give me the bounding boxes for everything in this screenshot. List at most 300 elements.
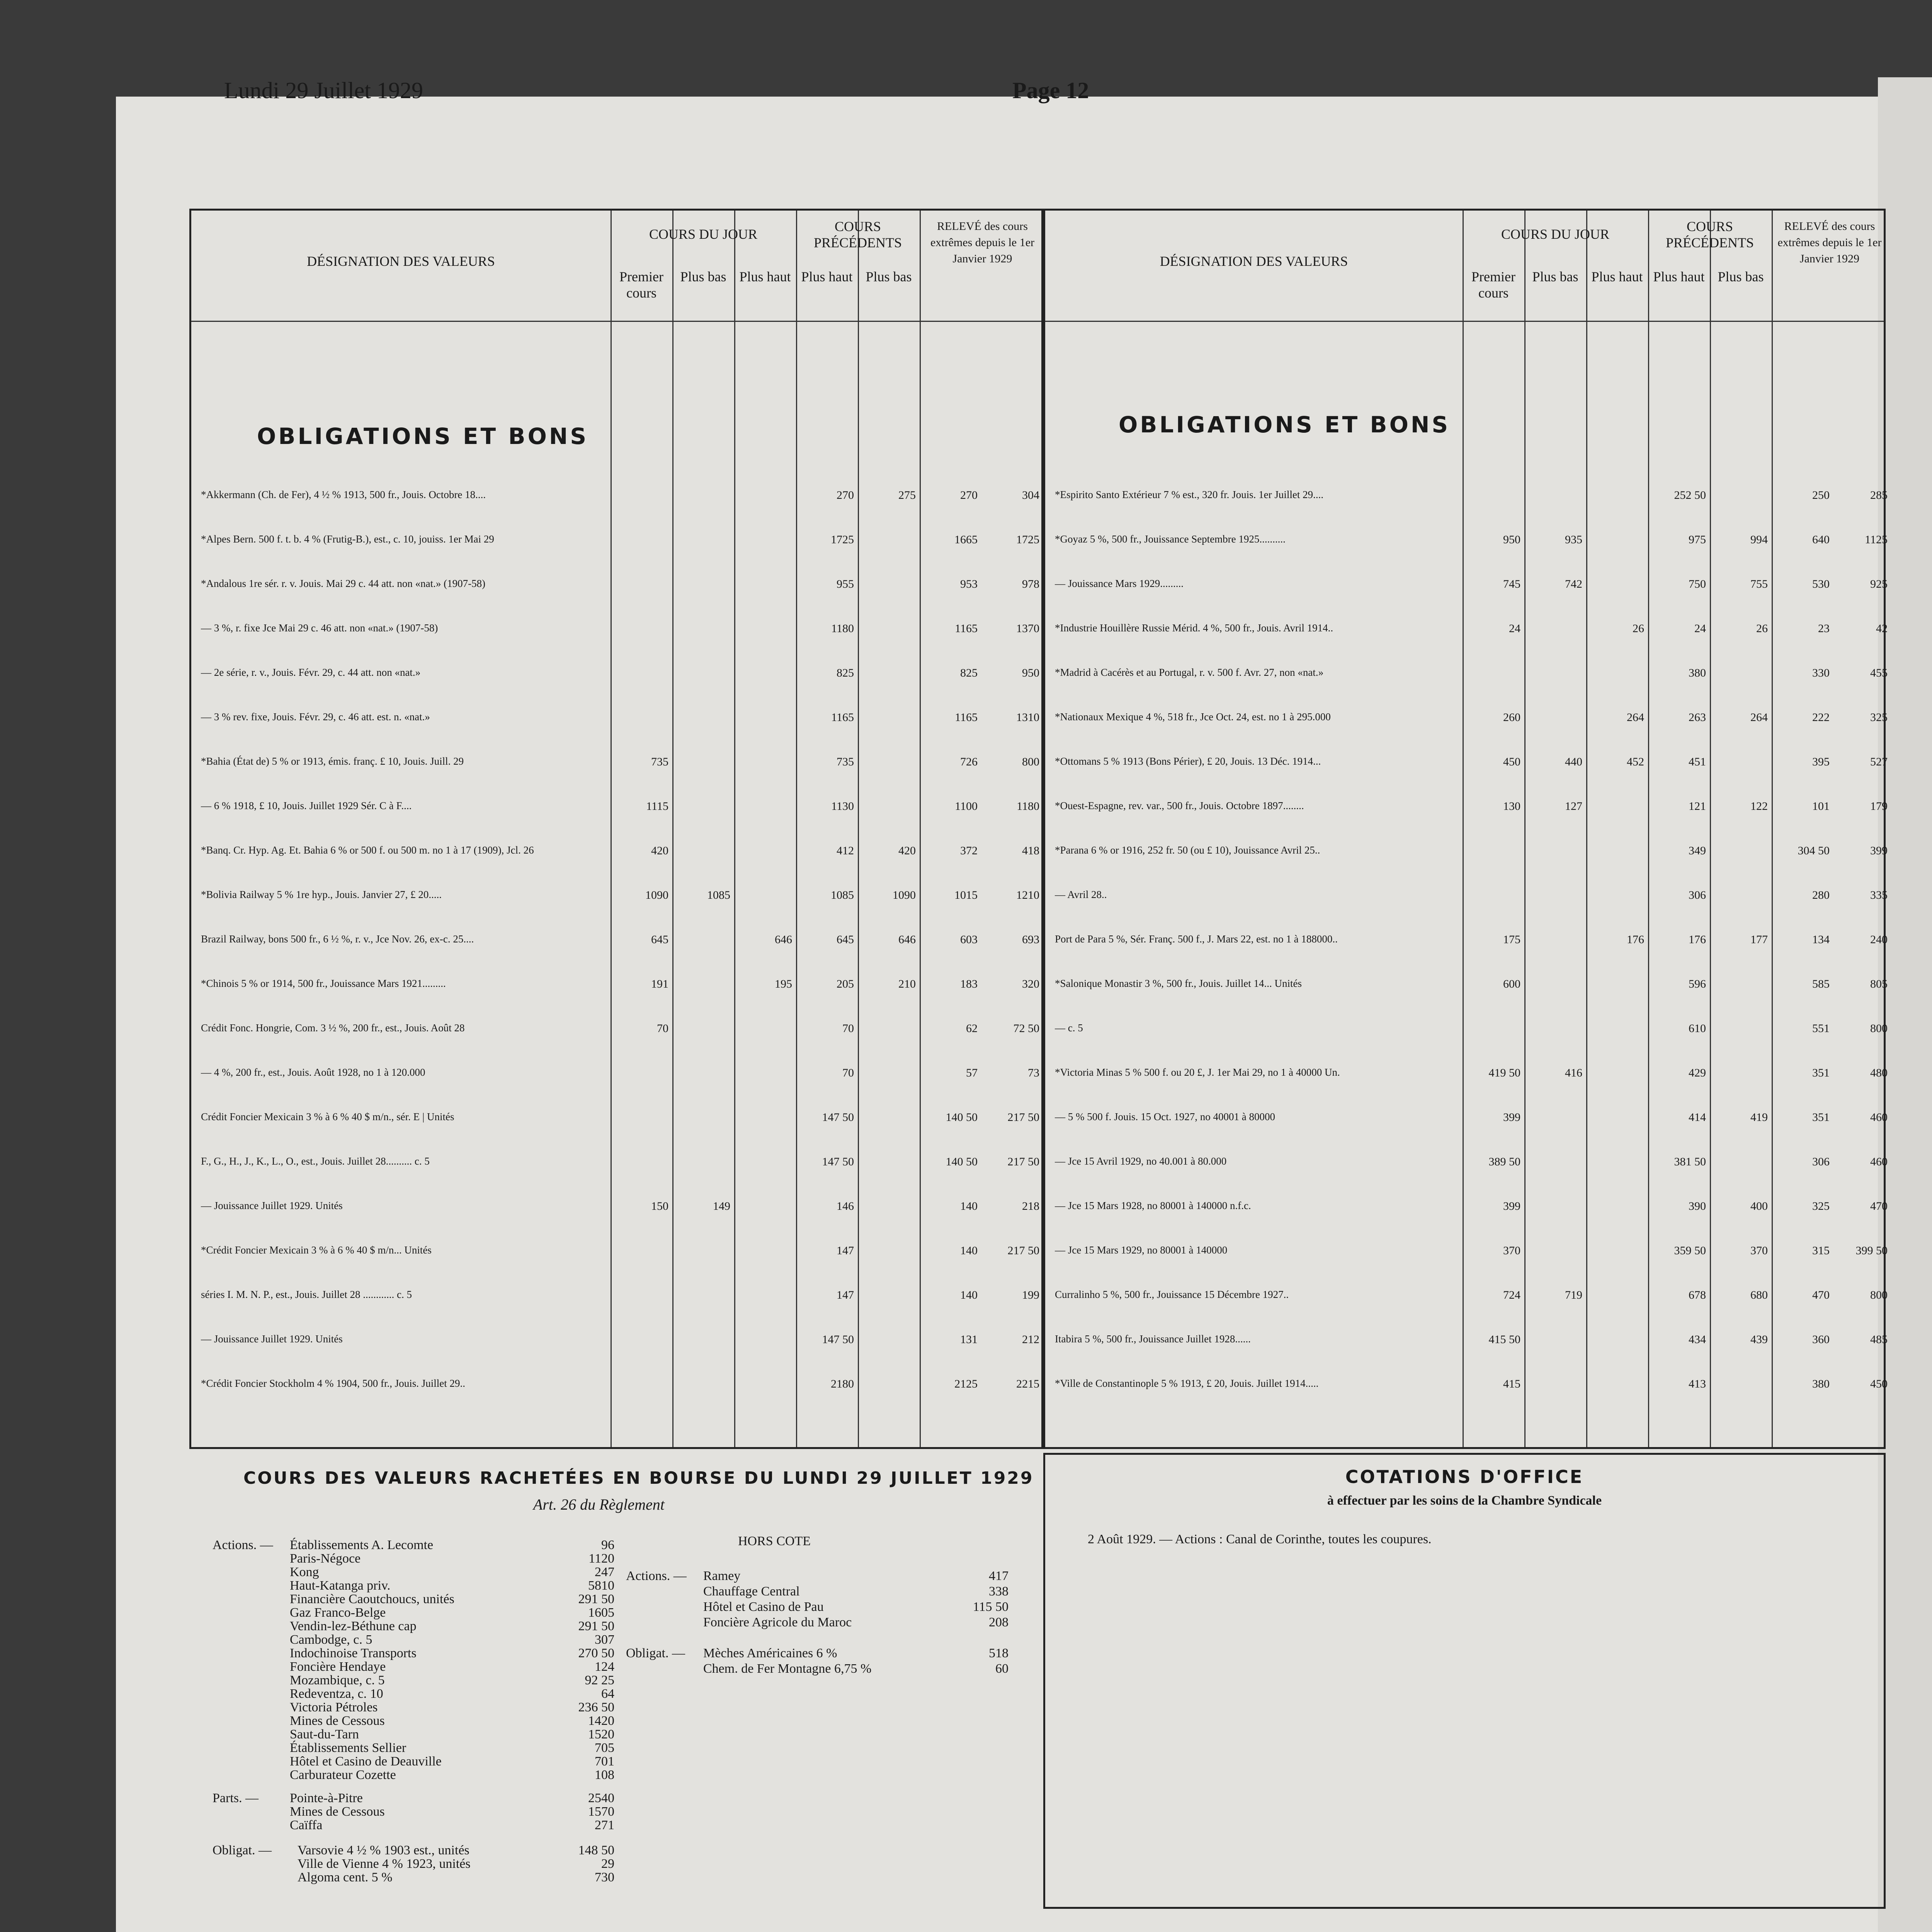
bond-value: 140 50 — [946, 1155, 978, 1168]
rachetee-value: 108 — [595, 1768, 614, 1782]
rachetee-name: Kong — [290, 1565, 319, 1579]
bond-name: séries I. M. N. P., est., Jouis. Juillet 28 ............ c. 5 — [201, 1289, 412, 1300]
bond-name: *Andalous 1re sér. r. v. Jouis. Mai 29 c. 44 att. non «nat.» (1907-58) — [201, 578, 486, 589]
rachetee-value: 1570 — [588, 1804, 614, 1819]
prec-bas-header: Plus bas — [866, 269, 912, 284]
bond-value: 191 — [651, 978, 668, 990]
bond-value: 179 — [1870, 800, 1888, 813]
bond-value: 745 — [1503, 578, 1520, 590]
bond-value: 460 — [1870, 1155, 1888, 1168]
bond-value: 413 — [1689, 1378, 1706, 1390]
cotations-section — [1043, 1453, 1886, 1909]
bond-name: — Jouissance Mars 1929......... — [1055, 578, 1184, 589]
bond-value: 175 — [1503, 933, 1520, 946]
bond-value: 240 — [1870, 933, 1888, 946]
releve-header-right: RELEVÉ des cours extrêmes depuis le 1er Janvier 1929 — [1777, 220, 1882, 265]
parts-label: Parts. — — [213, 1791, 259, 1805]
rachetee-value: 96 — [601, 1538, 614, 1552]
bond-value: 270 — [837, 489, 854, 502]
bond-value: 134 — [1812, 933, 1830, 946]
bond-value: 330 — [1812, 667, 1830, 679]
rachetee-name: Vendin-lez-Béthune cap — [290, 1619, 417, 1633]
bond-value: 680 — [1750, 1289, 1768, 1301]
bond-value: 1115 — [646, 800, 668, 813]
bond-value: 1085 — [707, 889, 730, 901]
bond-name: — 3 % rev. fixe, Jouis. Févr. 29, c. 46 att. est. n. «nat.» — [201, 711, 430, 723]
bond-value: 320 — [1022, 978, 1039, 990]
bond-value: 452 — [1627, 755, 1644, 768]
bond-name: *Banq. Cr. Hyp. Ag. Et. Bahia 6 % or 500 f. ou 500 m. no 1 à 17 (1909), Jcl. 26 — [201, 844, 534, 856]
rachetee-value: 1605 — [588, 1605, 614, 1620]
bond-value: 264 — [1750, 711, 1768, 724]
oblig-label: Obligat. — — [213, 1843, 272, 1857]
hc-value: 338 — [989, 1584, 1009, 1599]
bond-value: 73 — [1028, 1066, 1039, 1079]
bond-value: 147 50 — [822, 1111, 854, 1124]
rachetee-value: 148 50 — [578, 1843, 614, 1857]
bond-value: 1085 — [831, 889, 854, 901]
hc-name: Mèches Américaines 6 % — [703, 1646, 837, 1660]
bond-name: *Nationaux Mexique 4 %, 518 fr., Jce Oct. 24, est. no 1 à 295.000 — [1055, 711, 1331, 723]
rachetee-value: 64 — [601, 1687, 614, 1701]
hc-name: Ramey — [703, 1569, 741, 1583]
bond-value: 440 — [1565, 755, 1582, 768]
page-date: Lundi 29 Juillet 1929 — [224, 78, 423, 103]
rachetee-value: 5810 — [588, 1578, 614, 1593]
bond-value: 935 — [1565, 533, 1582, 546]
rachetee-name: Carburateur Cozette — [290, 1768, 396, 1782]
bond-name: Port de Para 5 %, Sér. Franç. 500 f., J. Mars 22, est. no 1 à 188000.. — [1055, 933, 1338, 945]
rachetee-name: Victoria Pétroles — [290, 1700, 378, 1714]
bond-name: *Alpes Bern. 500 f. t. b. 4 % (Frutig-B.), est., c. 10, jouiss. 1er Mai 29 — [201, 533, 494, 545]
hc-value: 115 50 — [973, 1600, 1009, 1614]
bond-name: — 5 % 500 f. Jouis. 15 Oct. 1927, no 40001 à 80000 — [1055, 1111, 1275, 1122]
hc-name: Hôtel et Casino de Pau — [703, 1600, 824, 1614]
bond-value: 306 — [1812, 1155, 1830, 1168]
hc-name: Foncière Agricole du Maroc — [703, 1615, 852, 1629]
cours-jour-header: COURS DU JOUR — [649, 226, 758, 242]
rachetee-value: 1520 — [588, 1727, 614, 1742]
bond-value: 610 — [1689, 1022, 1706, 1035]
bond-value: 285 — [1870, 489, 1888, 502]
rachetee-name: Saut-du-Tarn — [290, 1727, 359, 1742]
bond-value: 70 — [842, 1022, 854, 1035]
bond-name: *Bolivia Railway 5 % 1re hyp., Jouis. Janvier 27, £ 20..... — [201, 889, 442, 900]
bond-value: 1725 — [831, 533, 854, 546]
hc-value: 60 — [995, 1662, 1009, 1676]
bond-value: 416 — [1565, 1066, 1582, 1079]
bond-name: *Bahia (État de) 5 % or 1913, émis. franç. £ 10, Jouis. Juill. 29 — [201, 755, 464, 767]
plus-haut-header-right: Plus haut — [1591, 269, 1643, 284]
bond-value: 260 — [1503, 711, 1520, 724]
bond-name: *Industrie Houillère Russie Mérid. 4 %, 500 fr., Jouis. Avril 1914.. — [1055, 622, 1333, 634]
prec-bas-header-right: Plus bas — [1718, 269, 1764, 284]
bond-value: 1090 — [893, 889, 916, 901]
bond-value: 1100 — [955, 800, 978, 813]
bond-value: 250 — [1812, 489, 1830, 502]
bond-value: 460 — [1870, 1111, 1888, 1124]
bond-value: 62 — [966, 1022, 978, 1035]
bond-value: 415 50 — [1488, 1333, 1520, 1346]
rachetee-value: 124 — [595, 1660, 614, 1674]
rachetee-name: Mines de Cessous — [290, 1714, 385, 1728]
bond-value: 325 — [1812, 1200, 1830, 1213]
bond-value: 280 — [1812, 889, 1830, 901]
rachetee-value: 291 50 — [578, 1592, 614, 1606]
bond-value: 205 — [837, 978, 854, 990]
premier-header-right: Premier cours — [1471, 269, 1515, 301]
bond-value: 420 — [898, 844, 916, 857]
bond-value: 325 — [1870, 711, 1888, 724]
bond-name: — Jce 15 Mars 1929, no 80001 à 140000 — [1055, 1244, 1228, 1256]
bond-value: 418 — [1022, 844, 1039, 857]
bond-value: 57 — [966, 1066, 978, 1079]
bond-name: — 6 % 1918, £ 10, Jouis. Juillet 1929 Sér. C à F.... — [201, 800, 412, 811]
bond-value: 380 — [1689, 667, 1706, 679]
bond-value: 23 — [1818, 622, 1830, 635]
right-bonds-table — [1043, 209, 1886, 1449]
rachetee-name: Cambodge, c. 5 — [290, 1633, 372, 1647]
bond-name: — 2e série, r. v., Jouis. Févr. 29, c. 44 att. non «nat.» — [201, 667, 421, 678]
bond-value: 693 — [1022, 933, 1039, 946]
bond-value: 101 — [1812, 800, 1830, 813]
bond-value: 742 — [1565, 578, 1582, 590]
bond-value: 335 — [1870, 889, 1888, 901]
bond-value: 217 50 — [1007, 1244, 1039, 1257]
hc-value: 417 — [989, 1569, 1009, 1583]
bond-value: 390 — [1689, 1200, 1706, 1213]
bond-value: 199 — [1022, 1289, 1039, 1301]
bond-value: 415 — [1503, 1378, 1520, 1390]
bond-value: 726 — [960, 755, 978, 768]
bond-value: 315 — [1812, 1244, 1830, 1257]
bond-value: 724 — [1503, 1289, 1520, 1301]
bond-value: 646 — [898, 933, 916, 946]
rachetees-subtitle: Art. 26 du Règlement — [533, 1496, 665, 1513]
rachetee-value: 307 — [595, 1633, 614, 1647]
rachetee-value: 2540 — [588, 1791, 614, 1805]
bond-name: *Espirito Santo Extérieur 7 % est., 320 fr. Jouis. 1er Juillet 29.... — [1055, 489, 1324, 500]
bond-name: Crédit Fonc. Hongrie, Com. 3 ½ %, 200 fr., est., Jouis. Août 28 — [201, 1022, 465, 1034]
rachetees-section — [205, 1457, 1043, 1909]
bond-value: 825 — [837, 667, 854, 679]
bond-value: 450 — [1870, 1378, 1888, 1390]
bond-value: 176 — [1627, 933, 1644, 946]
bond-value: 349 — [1689, 844, 1706, 857]
bond-value: 304 — [1022, 489, 1039, 502]
rachetee-name: Ville de Vienne 4 % 1923, unités — [298, 1857, 471, 1871]
bond-name: Crédit Foncier Mexicain 3 % à 6 % 40 $ m/n., sér. E | Unités — [201, 1111, 454, 1122]
bond-name: Brazil Railway, bons 500 fr., 6 ½ %, r. v., Jce Nov. 26, ex-c. 25.... — [201, 933, 474, 945]
bond-value: 800 — [1870, 1022, 1888, 1035]
bond-name: — Jouissance Juillet 1929. Unités — [201, 1333, 343, 1345]
page-edge — [1878, 77, 1932, 1932]
bond-value: 551 — [1812, 1022, 1830, 1035]
bond-value: 370 — [1750, 1244, 1768, 1257]
bond-value: 399 — [1870, 844, 1888, 857]
rachetee-name: Établissements Sellier — [290, 1741, 406, 1755]
rachetee-name: Mozambique, c. 5 — [290, 1673, 385, 1687]
bond-value: 147 50 — [822, 1333, 854, 1346]
bond-value: 1015 — [954, 889, 978, 901]
bond-value: 176 — [1689, 933, 1706, 946]
hc-value: 208 — [989, 1615, 1009, 1629]
bond-value: 646 — [775, 933, 792, 946]
prec-haut-header: Plus haut — [801, 269, 853, 284]
bond-value: 149 — [713, 1200, 730, 1213]
bond-name: *Goyaz 5 %, 500 fr., Jouissance Septembre 1925.......... — [1055, 533, 1286, 545]
rachetee-name: Algoma cent. 5 % — [298, 1870, 393, 1884]
bond-value: 210 — [898, 978, 916, 990]
bond-value: 596 — [1689, 978, 1706, 990]
bond-name: — Avril 28.. — [1055, 889, 1107, 900]
bond-value: 400 — [1750, 1200, 1768, 1213]
bond-value: 750 — [1689, 578, 1706, 590]
bond-value: 1725 — [1016, 533, 1039, 546]
bond-name: — 3 %, r. fixe Jce Mai 29 c. 46 att. non «nat.» (1907-58) — [201, 622, 438, 634]
changes-section — [205, 1917, 1043, 1932]
bond-value: 177 — [1750, 933, 1768, 946]
bond-value: 419 — [1750, 1111, 1768, 1124]
bond-value: 70 — [842, 1066, 854, 1079]
bond-value: 399 — [1503, 1111, 1520, 1124]
bond-value: 950 — [1022, 667, 1039, 679]
rachetee-name: Indochinoise Transports — [290, 1646, 417, 1660]
hc-oblig-label: Obligat. — — [626, 1646, 685, 1660]
bond-value: 304 50 — [1798, 844, 1830, 857]
rachetee-name: Hôtel et Casino de Deauville — [290, 1754, 442, 1769]
hc-value: 518 — [989, 1646, 1009, 1660]
bond-name: — 4 %, 200 fr., est., Jouis. Août 1928, no 1 à 120.000 — [201, 1066, 425, 1078]
bond-value: 140 50 — [946, 1111, 978, 1124]
bond-value: 122 — [1750, 800, 1768, 813]
bond-value: 1210 — [1016, 889, 1039, 901]
rachetees-title: COURS DES VALEURS RACHETÉES EN BOURSE DU LUNDI 29 JUILLET 1929 — [243, 1468, 1034, 1488]
bond-value: 530 — [1812, 578, 1830, 590]
bond-value: 755 — [1750, 578, 1768, 590]
bond-value: 450 — [1503, 755, 1520, 768]
bond-value: 480 — [1870, 1066, 1888, 1079]
bond-value: 389 50 — [1488, 1155, 1520, 1168]
bond-value: 360 — [1812, 1333, 1830, 1346]
bond-value: 925 — [1870, 578, 1888, 590]
bond-value: 645 — [837, 933, 854, 946]
bond-value: 222 — [1812, 711, 1830, 724]
bond-value: 183 — [960, 978, 978, 990]
bond-value: 275 — [898, 489, 916, 502]
rachetee-value: 701 — [595, 1754, 614, 1769]
rachetee-value: 92 25 — [585, 1673, 614, 1687]
bond-value: 140 — [960, 1289, 978, 1301]
hc-name: Chem. de Fer Montagne 6,75 % — [703, 1662, 872, 1676]
bond-value: 72 50 — [1013, 1022, 1039, 1035]
bond-name: *Ottomans 5 % 1913 (Bons Périer), £ 20, Jouis. 13 Déc. 1914... — [1055, 755, 1321, 767]
bond-name: *Victoria Minas 5 % 500 f. ou 20 £, J. 1er Mai 29, no 1 à 40000 Un. — [1055, 1066, 1340, 1078]
bond-name: *Ouest-Espagne, rev. var., 500 fr., Jouis. Octobre 1897........ — [1055, 800, 1304, 811]
bond-value: 150 — [651, 1200, 668, 1213]
bond-value: 412 — [837, 844, 854, 857]
bond-value: 218 — [1022, 1200, 1039, 1213]
rachetee-value: 270 50 — [578, 1646, 614, 1660]
rachetee-name: Foncière Hendaye — [290, 1660, 386, 1674]
bond-value: 470 — [1812, 1289, 1830, 1301]
bond-value: 800 — [1022, 755, 1039, 768]
rachetee-name: Pointe-à-Pitre — [290, 1791, 363, 1805]
bond-value: 434 — [1689, 1333, 1706, 1346]
rachetee-value: 271 — [595, 1818, 614, 1832]
cours-jour-header-right: COURS DU JOUR — [1501, 226, 1610, 242]
bond-value: 975 — [1689, 533, 1706, 546]
cotations-title: COTATIONS D'OFFICE — [1345, 1466, 1584, 1487]
bond-name: *Salonique Monastir 3 %, 500 fr., Jouis. Juillet 14... Unités — [1055, 978, 1302, 989]
bond-value: 719 — [1565, 1289, 1582, 1301]
bond-value: 121 — [1689, 800, 1706, 813]
bond-value: 485 — [1870, 1333, 1888, 1346]
bond-value: 1180 — [1017, 800, 1039, 813]
bond-value: 678 — [1689, 1289, 1706, 1301]
bond-value: 372 — [960, 844, 978, 857]
bond-value: 146 — [837, 1200, 854, 1213]
rachetee-name: Haut-Katanga priv. — [290, 1578, 391, 1593]
bond-value: 147 50 — [822, 1155, 854, 1168]
bond-value: 470 — [1870, 1200, 1888, 1213]
bond-value: 455 — [1870, 667, 1888, 679]
bond-value: 24 — [1694, 622, 1706, 635]
bond-value: 825 — [960, 667, 978, 679]
bond-value: 429 — [1689, 1066, 1706, 1079]
bond-value: 1180 — [831, 622, 854, 635]
plus-haut-header: Plus haut — [739, 269, 791, 284]
prec-haut-header-right: Plus haut — [1653, 269, 1705, 284]
bond-value: 2180 — [831, 1378, 854, 1390]
bond-value: 252 50 — [1674, 489, 1706, 502]
bond-name: *Parana 6 % or 1916, 252 fr. 50 (ou £ 10), Jouissance Avril 25.. — [1055, 844, 1320, 856]
bond-value: 735 — [651, 755, 668, 768]
rachetee-name: Redeventza, c. 10 — [290, 1687, 383, 1701]
rachetee-name: Paris-Négoce — [290, 1551, 361, 1566]
bond-value: 1665 — [954, 533, 978, 546]
bond-value: 420 — [651, 844, 668, 857]
bond-name: F., G., H., J., K., L., O., est., Jouis. Juillet 28.......... c. 5 — [201, 1155, 430, 1167]
rachetee-value: 705 — [595, 1741, 614, 1755]
bond-value: 1370 — [1016, 622, 1039, 635]
cotations-text: 2 Août 1929. — Actions : Canal de Corinthe, toutes les coupures. — [1088, 1532, 1432, 1546]
premier-header: Premier cours — [619, 269, 663, 301]
rachetee-value: 1420 — [588, 1714, 614, 1728]
bond-value: 1125 — [1865, 533, 1888, 546]
cours-prec-header-right: COURS PRÉCÉDENTS — [1665, 219, 1754, 250]
bond-value: 585 — [1812, 978, 1830, 990]
bond-value: 439 — [1750, 1333, 1768, 1346]
bond-value: 414 — [1689, 1111, 1706, 1124]
bond-value: 978 — [1022, 578, 1039, 590]
bond-value: 370 — [1503, 1244, 1520, 1257]
rachetee-value: 730 — [595, 1870, 614, 1884]
bond-value: 147 — [837, 1244, 854, 1257]
bond-value: 395 — [1812, 755, 1830, 768]
bond-value: 140 — [960, 1244, 978, 1257]
bond-value: 1310 — [1016, 711, 1039, 724]
bond-value: 399 — [1503, 1200, 1520, 1213]
bond-value: 1130 — [831, 800, 854, 813]
bond-value: 380 — [1812, 1378, 1830, 1390]
bond-value: 805 — [1870, 978, 1888, 990]
bond-value: 603 — [960, 933, 978, 946]
bond-value: 1165 — [955, 622, 978, 635]
cours-prec-header: COURS PRÉCÉDENTS — [813, 219, 902, 250]
bond-value: 306 — [1689, 889, 1706, 901]
bond-name: *Akkermann (Ch. de Fer), 4 ½ % 1913, 500 fr., Jouis. Octobre 18.... — [201, 489, 486, 500]
bond-name: — Jce 15 Avril 1929, no 40.001 à 80.000 — [1055, 1155, 1227, 1167]
bond-value: 2125 — [954, 1378, 978, 1390]
rachetee-value: 29 — [601, 1857, 614, 1871]
bond-value: 1165 — [831, 711, 854, 724]
bond-value: 994 — [1750, 533, 1768, 546]
releve-header: RELEVÉ des cours extrêmes depuis le 1er Janvier 1929 — [930, 220, 1035, 265]
bond-value: 130 — [1503, 800, 1520, 813]
bond-value: 359 50 — [1674, 1244, 1706, 1257]
rachetee-name: Financière Caoutchoucs, unités — [290, 1592, 454, 1606]
bond-name: — c. 5 — [1055, 1022, 1083, 1034]
bond-value: 212 — [1022, 1333, 1039, 1346]
bond-value: 70 — [657, 1022, 668, 1035]
bond-value: 381 50 — [1674, 1155, 1706, 1168]
bond-name: *Crédit Foncier Mexicain 3 % à 6 % 40 $ m/n... Unités — [201, 1244, 432, 1256]
rachetee-name: Établissements A. Lecomte — [290, 1538, 434, 1552]
hc-actions-label: Actions. — — [626, 1569, 687, 1583]
hors-cote-title: HORS COTE — [738, 1534, 811, 1548]
bond-value: 217 50 — [1007, 1155, 1039, 1168]
bond-value: 127 — [1565, 800, 1582, 813]
rachetee-value: 236 50 — [578, 1700, 614, 1714]
bond-value: 131 — [960, 1333, 978, 1346]
rachetee-value: 291 50 — [578, 1619, 614, 1633]
bond-name: *Chinois 5 % or 1914, 500 fr., Jouissance Mars 1921......... — [201, 978, 446, 989]
bond-value: 399 50 — [1855, 1244, 1888, 1257]
rachetee-name: Caïffa — [290, 1818, 323, 1832]
droits-section — [1043, 1917, 1886, 1932]
bond-value: 195 — [775, 978, 792, 990]
cotations-subtitle: à effectuer par les soins de la Chambre Syndicale — [1327, 1493, 1602, 1508]
bond-value: 217 50 — [1007, 1111, 1039, 1124]
bond-value: 270 — [960, 489, 978, 502]
bond-name: *Madrid à Cacérès et au Portugal, r. v. 500 f. Avr. 27, non «nat.» — [1055, 667, 1324, 678]
bond-value: 24 — [1509, 622, 1520, 635]
rachetee-name: Varsovie 4 ½ % 1903 est., unités — [298, 1843, 469, 1857]
bond-value: 645 — [651, 933, 668, 946]
bond-value: 600 — [1503, 978, 1520, 990]
rachetee-value: 1120 — [588, 1551, 614, 1566]
hc-name: Chauffage Central — [703, 1584, 800, 1599]
page-number: Page 12 — [1012, 78, 1089, 103]
bond-value: 2215 — [1016, 1378, 1039, 1390]
bond-value: 351 — [1812, 1111, 1830, 1124]
left-bonds-table — [189, 209, 1043, 1449]
bond-name: Itabira 5 %, 500 fr., Jouissance Juillet 1928...... — [1055, 1333, 1251, 1345]
bond-value: 950 — [1503, 533, 1520, 546]
bond-value: 351 — [1812, 1066, 1830, 1079]
left-section-title: OBLIGATIONS ET BONS — [257, 423, 589, 449]
bond-name: *Crédit Foncier Stockholm 4 % 1904, 500 fr., Jouis. Juillet 29.. — [201, 1378, 465, 1389]
bond-value: 953 — [960, 578, 978, 590]
bond-value: 419 50 — [1488, 1066, 1520, 1079]
plus-bas-header-right: Plus bas — [1532, 269, 1578, 284]
bond-value: 1165 — [955, 711, 978, 724]
right-section-title: OBLIGATIONS ET BONS — [1119, 412, 1451, 438]
bond-name: — Jouissance Juillet 1929. Unités — [201, 1200, 343, 1211]
bond-value: 26 — [1633, 622, 1644, 635]
bond-name: — Jce 15 Mars 1928, no 80001 à 140000 n.f.c. — [1055, 1200, 1251, 1211]
